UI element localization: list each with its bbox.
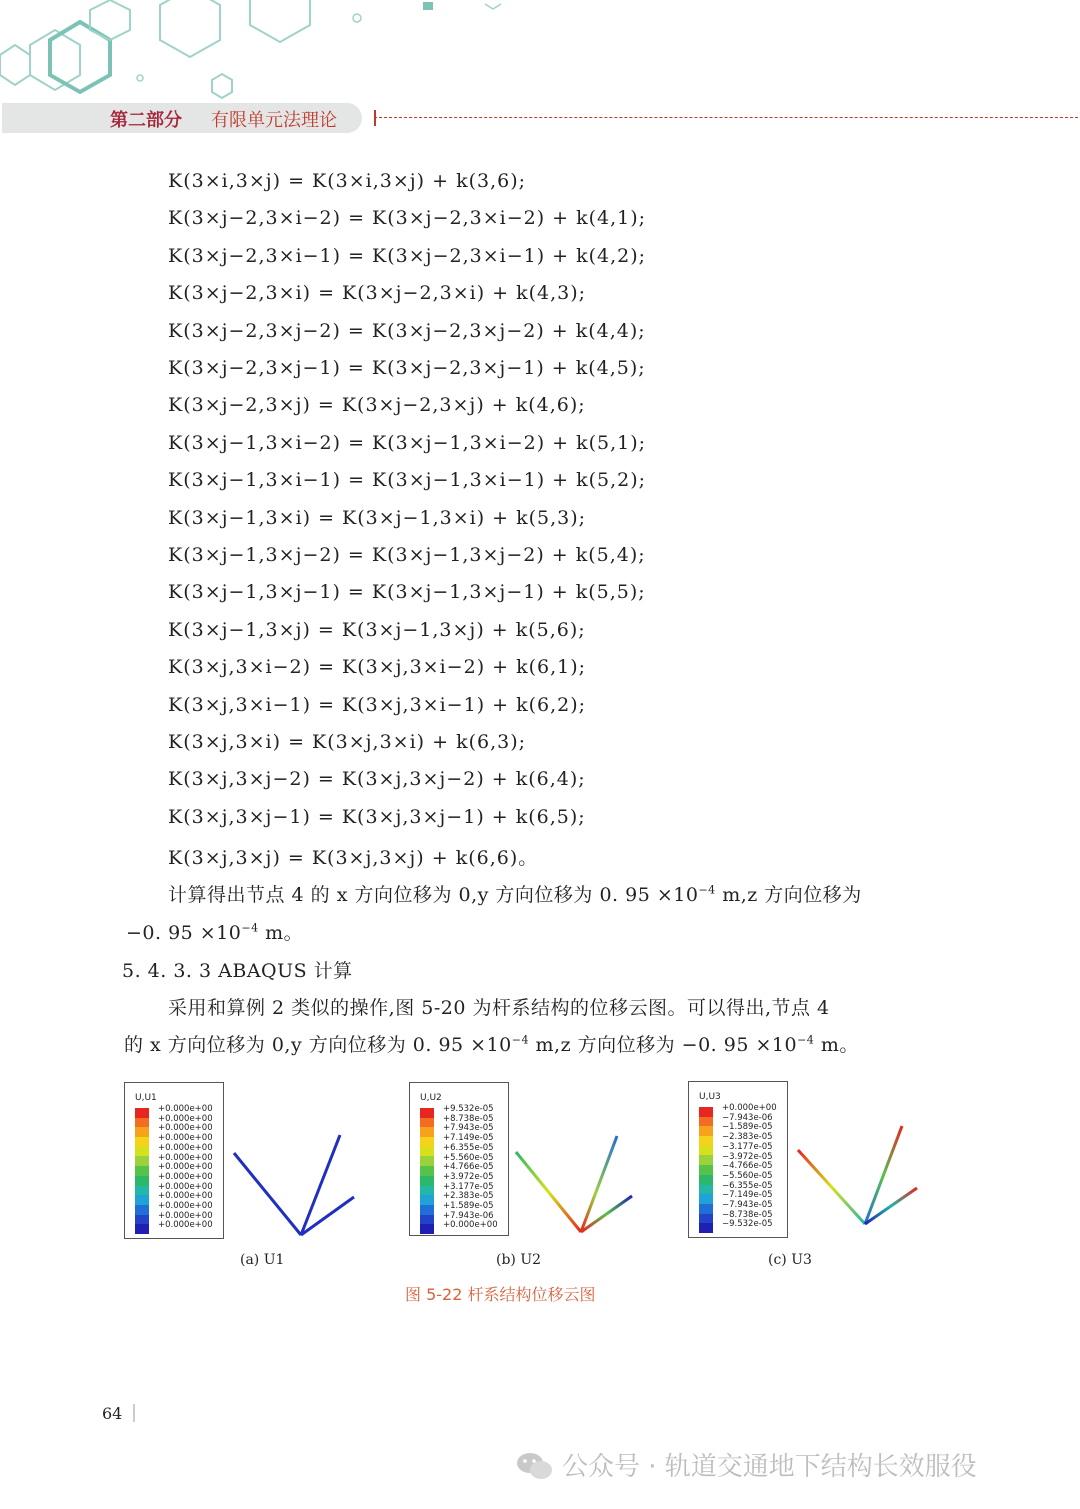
legend-swatch: [699, 1155, 713, 1165]
legend-value: −9.532e-05: [722, 1219, 773, 1230]
legend-box-u3: [688, 1081, 788, 1238]
legend-value: +4.766e-05: [443, 1162, 494, 1173]
legend-swatch: [699, 1165, 713, 1175]
legend-values: [158, 1105, 213, 1231]
legend-value: −5.560e-05: [722, 1170, 773, 1181]
equation-line: K(3×j−1,3×j−1) = K(3×j−1,3×j−1) + k(5,5);: [168, 581, 646, 604]
exponent: −4: [241, 921, 259, 935]
result-paragraph-line2: [126, 918, 303, 945]
legend-value: +0.000e+00: [158, 1113, 213, 1124]
legend-values: [722, 1104, 777, 1230]
equation-line: K(3×j,3×i−1) = K(3×j,3×i−1) + k(6,2);: [168, 693, 587, 716]
watermark: 公众号 · 轨道交通地下结构长效服役: [562, 1452, 977, 1482]
legend-value: +7.943e-06: [443, 1210, 494, 1221]
legend-swatch: [135, 1118, 149, 1128]
legend-swatch: [699, 1126, 713, 1136]
legend-swatch: [135, 1205, 149, 1215]
legend-swatch: [135, 1186, 149, 1196]
legend-title: U,U2: [420, 1093, 442, 1103]
legend-value: +7.149e-05: [443, 1133, 494, 1144]
legend-value: +0.000e+00: [158, 1152, 213, 1163]
legend-swatch: [699, 1146, 713, 1156]
legend-swatch: [135, 1176, 149, 1186]
legend-swatch: [135, 1215, 149, 1225]
legend-swatch: [135, 1156, 149, 1166]
legend-value: +1.589e-05: [443, 1201, 494, 1212]
legend-value: +9.532e-05: [443, 1104, 494, 1114]
legend-value: +0.000e+00: [158, 1201, 213, 1212]
equation-line: K(3×j−1,3×j−2) = K(3×j−1,3×j−2) + k(5,4);: [168, 544, 646, 566]
legend-swatch: [699, 1136, 713, 1146]
legend-value: +0.000e+00: [158, 1210, 213, 1221]
result-paragraph-line1: [168, 880, 862, 907]
legend-swatch: [420, 1137, 434, 1147]
hexagon-decoration: [0, 0, 520, 110]
exponent: −4: [511, 1033, 529, 1047]
header-chapter-title: 有限单元法理论: [211, 110, 337, 131]
subcaption-a: (a) U1: [240, 1252, 285, 1268]
legend-swatch: [420, 1186, 434, 1196]
legend-swatch: [420, 1195, 434, 1205]
legend-value: +5.560e-05: [443, 1152, 494, 1163]
legend-swatch: [699, 1214, 713, 1224]
legend-value: −6.355e-05: [722, 1180, 773, 1191]
equation-line: K(3×j,3×i−2) = K(3×j,3×i−2) + k(6,1);: [168, 656, 587, 679]
legend-value: +0.000e+00: [158, 1171, 213, 1182]
equation-line: K(3×j−2,3×i) = K(3×j−2,3×i) + k(4,3);: [168, 282, 587, 305]
legend-swatch: [420, 1176, 434, 1186]
page-number: 64: [102, 1404, 123, 1423]
subcaption-c: (c) U3: [768, 1252, 812, 1268]
legend-title: U,U1: [135, 1093, 157, 1103]
wechat-icon: [515, 1450, 555, 1482]
truss-plot-u2: [510, 1130, 640, 1240]
legend-value: −8.738e-05: [722, 1209, 773, 1220]
legend-value: −2.383e-05: [722, 1132, 773, 1143]
legend-swatch: [135, 1127, 149, 1137]
exponent: −4: [698, 883, 716, 897]
legend-value: +0.000e+00: [158, 1191, 213, 1202]
abaqus-paragraph-line1: 采用和算例 2 类似的操作,图 5-20 为杆系结构的位移云图。可以得出,节点 4: [168, 997, 830, 1019]
legend-swatch: [420, 1224, 434, 1234]
legend-values: [443, 1105, 498, 1231]
legend-swatch: [420, 1147, 434, 1157]
equation-line: K(3×j−1,3×i) = K(3×j−1,3×i) + k(5,3);: [168, 506, 587, 529]
equation-line: K(3×j,3×j−1) = K(3×j,3×j−1) + k(6,5);: [168, 805, 586, 828]
equation-line: K(3×j−2,3×j−2) = K(3×j−2,3×j−2) + k(4,4);: [168, 319, 646, 342]
truss-plot-u1: [228, 1125, 358, 1240]
figure-caption: 图 5-22 杆系结构位移云图: [405, 1285, 596, 1304]
legend-value: −7.943e-06: [722, 1112, 773, 1123]
legend-swatch: [699, 1185, 713, 1195]
subcaption-b: (b) U2: [496, 1252, 542, 1268]
abaqus-paragraph-line2: [124, 1030, 859, 1057]
legend-color-bar: [135, 1108, 149, 1234]
legend-value: +0.000e+00: [158, 1220, 213, 1231]
legend-swatch: [699, 1194, 713, 1204]
equation-line: K(3×j−2,3×i−1) = K(3×j−2,3×i−1) + k(4,2);: [168, 244, 647, 267]
legend-swatch: [135, 1137, 149, 1147]
legend-swatch: [699, 1204, 713, 1214]
legend-swatch: [420, 1118, 434, 1128]
legend-swatch: [420, 1215, 434, 1225]
equation-line: K(3×j−1,3×i−2) = K(3×j−1,3×i−2) + k(5,1);: [168, 431, 647, 454]
equation-line: K(3×j−1,3×j) = K(3×j−1,3×j) + k(5,6);: [168, 618, 586, 641]
legend-value: +8.738e-05: [443, 1113, 494, 1124]
legend-value: +0.000e+00: [158, 1123, 213, 1134]
legend-value: +0.000e+00: [158, 1104, 213, 1114]
header-divider-tick: [374, 110, 376, 126]
legend-value: +3.972e-05: [443, 1171, 494, 1182]
equation-line: K(3×j−2,3×j−1) = K(3×j−2,3×j−1) + k(4,5);: [168, 357, 646, 379]
legend-color-bar: [420, 1108, 434, 1234]
legend-swatch: [699, 1223, 713, 1233]
legend-value: +3.177e-05: [443, 1181, 494, 1192]
equation-line: K(3×j,3×j) = K(3×j,3×j) + k(6,6)。: [168, 847, 539, 870]
page-number-marker: [133, 1404, 135, 1422]
legend-value: +6.355e-05: [443, 1142, 494, 1153]
legend-value: +0.000e+00: [722, 1103, 777, 1113]
result-text: m。: [258, 922, 304, 944]
equation-line: K(3×j,3×j−2) = K(3×j,3×j−2) + k(6,4);: [168, 768, 586, 791]
legend-swatch: [135, 1147, 149, 1157]
header-part-title: 第二部分: [110, 110, 182, 131]
legend-value: −3.972e-05: [722, 1151, 773, 1162]
legend-swatch: [699, 1175, 713, 1185]
header-dashed-rule: [374, 117, 1078, 118]
legend-box-u2: [409, 1082, 509, 1236]
legend-value: +0.000e+00: [158, 1142, 213, 1153]
legend-swatch: [699, 1117, 713, 1127]
equation-line: K(3×j,3×i) = K(3×j,3×i) + k(6,3);: [168, 731, 527, 753]
legend-value: +0.000e+00: [158, 1133, 213, 1144]
legend-swatch: [420, 1166, 434, 1176]
result-text: m,z 方向位移为: [715, 884, 862, 906]
result-text: 计算得出节点 4 的 x 方向位移为 0,y 方向位移为 0. 95 ×10: [168, 884, 699, 906]
abaqus-text: m,z 方向位移为 −0. 95 ×10: [528, 1034, 798, 1056]
legend-color-bar: [699, 1107, 713, 1233]
result-text: −0. 95 ×10: [126, 922, 242, 944]
abaqus-text: 的 x 方向位移为 0,y 方向位移为 0. 95 ×10: [124, 1034, 512, 1056]
legend-swatch: [699, 1107, 713, 1117]
equation-line: K(3×j−2,3×j) = K(3×j−2,3×j) + k(4,6);: [168, 394, 586, 417]
truss-plot-u3: [792, 1120, 922, 1232]
legend-swatch: [420, 1205, 434, 1215]
legend-value: −1.589e-05: [722, 1122, 773, 1133]
legend-value: −7.149e-05: [722, 1190, 773, 1201]
legend-value: +0.000e+00: [158, 1162, 213, 1173]
legend-value: +2.383e-05: [443, 1191, 494, 1202]
legend-value: +7.943e-05: [443, 1123, 494, 1134]
legend-value: −3.177e-05: [722, 1141, 773, 1152]
legend-swatch: [420, 1127, 434, 1137]
legend-swatch: [135, 1224, 149, 1234]
legend-value: +0.000e+00: [443, 1220, 498, 1231]
exponent: −4: [797, 1033, 815, 1047]
legend-swatch: [135, 1195, 149, 1205]
equation-line: K(3×j−1,3×i−1) = K(3×j−1,3×i−1) + k(5,2);: [168, 469, 647, 492]
legend-swatch: [135, 1166, 149, 1176]
abaqus-text: m。: [814, 1034, 859, 1056]
legend-swatch: [135, 1108, 149, 1118]
legend-title: U,U3: [699, 1092, 721, 1102]
legend-swatch: [420, 1108, 434, 1118]
section-heading: 5. 4. 3. 3 ABAQUS 计算: [122, 960, 353, 982]
legend-value: +0.000e+00: [158, 1181, 213, 1192]
equation-line: K(3×i,3×j) = K(3×i,3×j) + k(3,6);: [168, 170, 527, 192]
equation-line: K(3×j−2,3×i−2) = K(3×j−2,3×i−2) + k(4,1);: [168, 207, 647, 230]
legend-value: −7.943e-05: [722, 1200, 773, 1211]
legend-value: −4.766e-05: [722, 1161, 773, 1172]
legend-swatch: [420, 1156, 434, 1166]
legend-box-u1: [124, 1082, 224, 1239]
